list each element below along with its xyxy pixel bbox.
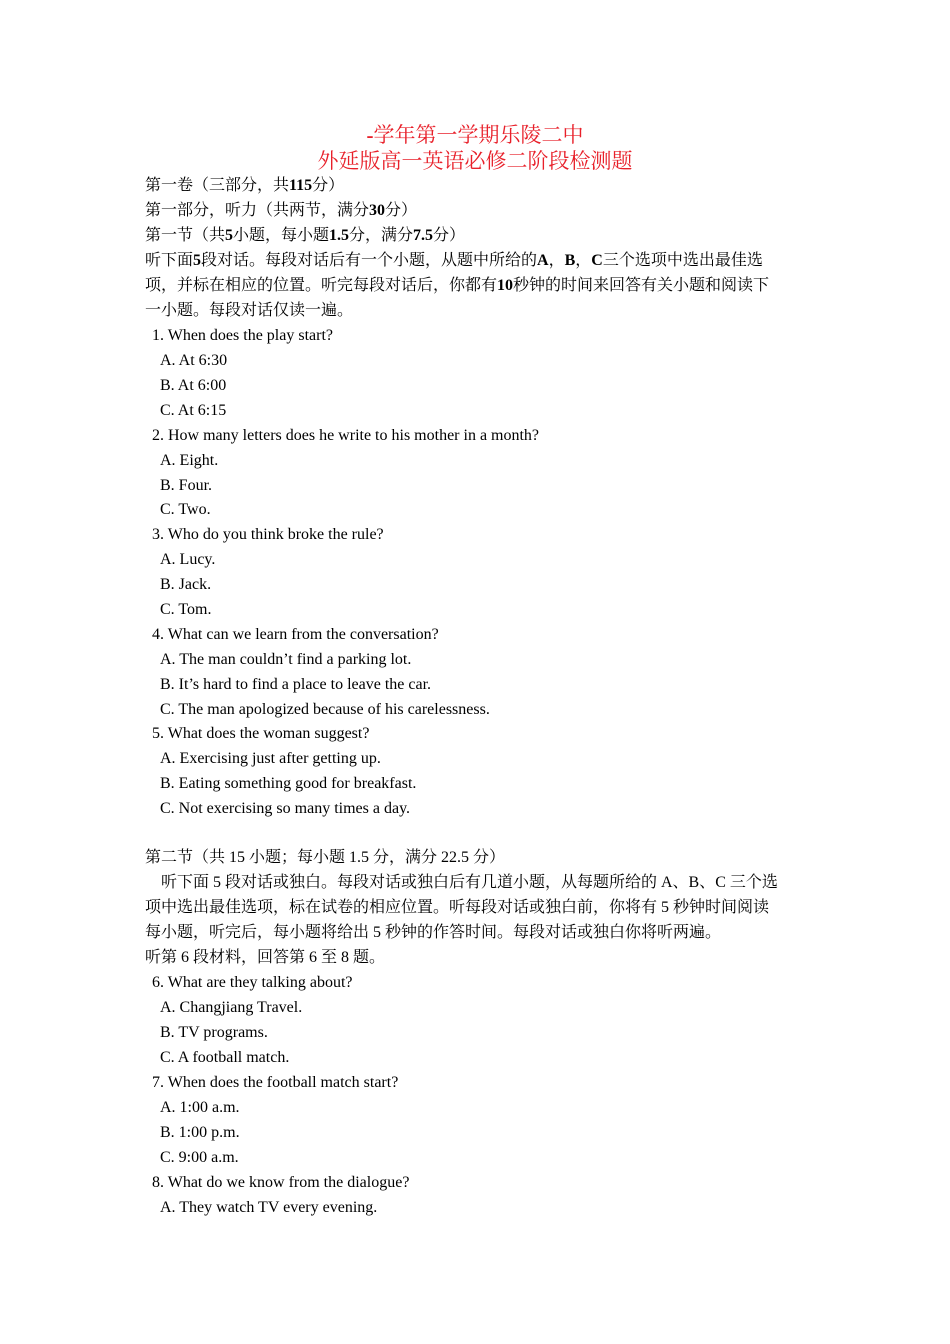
option-6b: B. TV programs.: [160, 1024, 268, 1041]
question-2: 2. How many letters does he write to his mother in a month?: [152, 427, 540, 444]
part1-pre: 第一部分，听力（共两节，满分: [145, 202, 370, 219]
i1-e: ，: [548, 252, 565, 269]
i1-h: C: [591, 252, 603, 269]
option-1b: B. At 6:00: [160, 377, 227, 394]
part1-post: 分）: [385, 202, 418, 219]
question-7: 7. When does the football match start?: [152, 1074, 399, 1091]
option-1c: C. At 6:15: [160, 402, 227, 419]
i1-a: 听下面: [145, 252, 194, 269]
question-1: 1. When does the play start?: [152, 327, 333, 344]
option-5b: B. Eating something good for breakfast.: [160, 775, 417, 792]
s1-d: 1.5: [329, 227, 350, 244]
i1-f: B: [564, 252, 576, 269]
option-3b: B. Jack.: [160, 576, 212, 593]
s1-c: 小题，每小题: [233, 227, 330, 244]
option-4c: C. The man apologized because of his carelessness.: [160, 701, 490, 718]
material-6-heading: 听第 6 段材料，回答第 6 至 8 题。: [145, 949, 386, 966]
instr2-line-1: 听下面 5 段对话或独白。每段对话或独白后有几道小题，从每题所给的 A、B、C 三个选: [161, 874, 778, 891]
question-6: 6. What are they talking about?: [152, 974, 353, 991]
option-5a: A. Exercising just after getting up.: [160, 750, 381, 767]
option-7c: C. 9:00 a.m.: [160, 1149, 239, 1166]
juan1-score: 115: [289, 177, 313, 194]
i1-l2: 项，并标在相应的位置。听完每段对话后，你都有: [145, 277, 498, 294]
option-6a: A. Changjiang Travel.: [160, 999, 303, 1016]
option-4b: B. It’s hard to find a place to leave the car.: [160, 676, 432, 693]
s1-e: 分，满分: [349, 227, 414, 244]
instr2-line-3: 每小题，听完后，每小题将给出 5 秒钟的作答时间。每段对话或独白你将听两遍。: [145, 924, 722, 941]
juan1-heading: [145, 174, 344, 198]
question-8: 8. What do we know from the dialogue?: [152, 1174, 410, 1191]
instr2-line-2: 项中选出最佳选项，标在试卷的相应位置。听每段对话或独白前，你将有 5 秒钟时间阅读: [145, 899, 770, 916]
option-4a: A. The man couldn’t find a parking lot.: [160, 651, 412, 668]
i1-g: ，: [575, 252, 592, 269]
part1-score: 30: [369, 202, 386, 219]
i1-l2b: 10: [497, 277, 514, 294]
option-2c: C. Two.: [160, 501, 211, 518]
juan1-post: 分）: [312, 177, 345, 194]
i1-l2c: 秒钟的时间来回答有关小题和阅读下: [513, 277, 770, 294]
title-dash: -: [366, 123, 374, 147]
option-3c: C. Tom.: [160, 601, 212, 618]
option-6c: C. A football match.: [160, 1049, 290, 1066]
title-line-1: [0, 122, 950, 148]
section1-heading: [145, 224, 465, 248]
option-2b: B. Four.: [160, 477, 213, 494]
title-text-1: 学年第一学期乐陵二中: [373, 123, 584, 147]
instr1-line-1: [145, 249, 763, 273]
option-1a: A. At 6:30: [160, 352, 228, 369]
i1-d: A: [537, 252, 549, 269]
option-3a: A. Lucy.: [160, 551, 216, 568]
question-4: 4. What can we learn from the conversation?: [152, 626, 439, 643]
instr1-line-2: [145, 274, 769, 298]
title-line-2: 外延版高一英语必修二阶段检测题: [317, 149, 633, 173]
option-5c: C. Not exercising so many times a day.: [160, 800, 411, 817]
option-7a: A. 1:00 a.m.: [160, 1099, 240, 1116]
option-7b: B. 1:00 p.m.: [160, 1124, 240, 1141]
part1-heading: [145, 199, 417, 223]
i1-i: 三个选项中选出最佳选: [602, 252, 763, 269]
option-8a: A. They watch TV every evening.: [160, 1199, 378, 1216]
i1-b: 5: [193, 252, 202, 269]
instr1-line-3: 一小题。每段对话仅读一遍。: [145, 302, 354, 319]
s1-a: 第一节（共: [145, 227, 226, 244]
s1-b: 5: [225, 227, 234, 244]
question-5: 5. What does the woman suggest?: [152, 725, 370, 742]
i1-c: 段对话。每段对话后有一个小题，从题中所给的: [201, 252, 538, 269]
s1-f: 7.5: [413, 227, 434, 244]
section2-heading: 第二节（共 15 小题；每小题 1.5 分，满分 22.5 分）: [145, 849, 506, 866]
juan1-pre: 第一卷（三部分，共: [145, 177, 290, 194]
question-3: 3. Who do you think broke the rule?: [152, 526, 384, 543]
s1-g: 分）: [433, 227, 466, 244]
option-2a: A. Eight.: [160, 452, 219, 469]
